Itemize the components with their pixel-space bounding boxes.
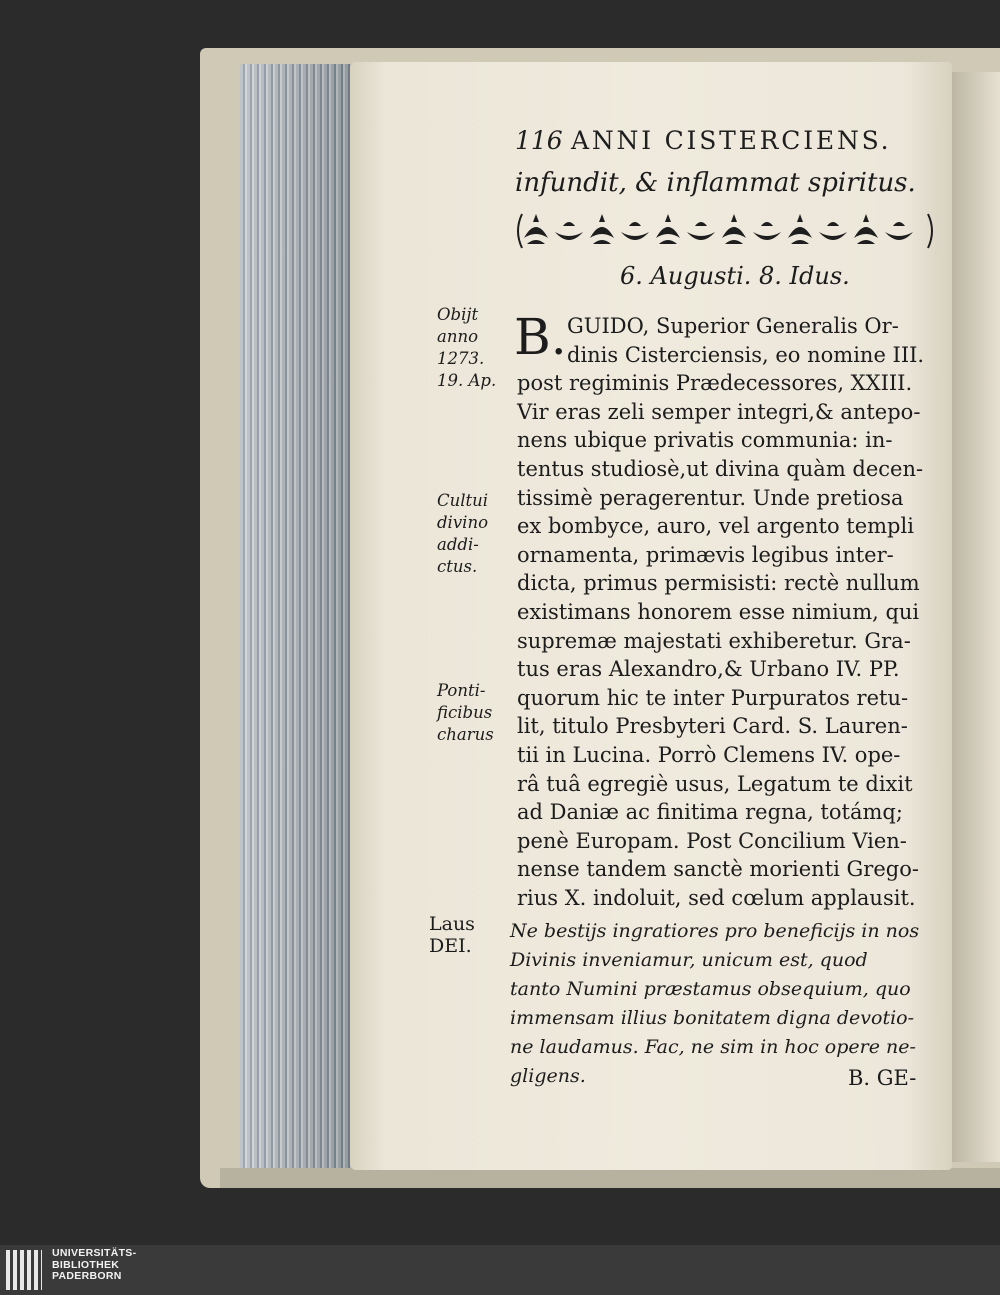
prayer-line: gligens.	[510, 1065, 586, 1087]
library-logo-text	[52, 1248, 136, 1283]
margin-note-line: divino	[437, 513, 488, 532]
margin-note-obiit	[437, 304, 496, 392]
body-line: tii in Lucina. Porrò Clemens IV. ope-	[517, 743, 901, 767]
ornament-unit	[788, 214, 812, 244]
ornament-unit	[621, 222, 649, 240]
body-line: ornamenta, primævis legibus inter-	[517, 542, 894, 567]
margin-note-cultui	[437, 490, 488, 578]
body-line: Vir eras zeli semper integri,& antepo-	[517, 399, 921, 424]
margin-note-line: 19. Ap.	[437, 371, 497, 390]
logo-line: BIBLIOTHEK	[52, 1258, 120, 1271]
margin-note-pontificibus	[437, 680, 494, 746]
ornament-band	[514, 208, 936, 254]
body-line: nense tandem sanctè morienti Grego-	[517, 857, 919, 882]
prayer-line: Ne bestijs ingratiores pro beneficijs in nos	[510, 920, 920, 942]
body-line: rius X. indoluit, sed cœlum applausit.	[517, 886, 916, 910]
prayer-line: tanto Numini præstamus obsequium, quo	[510, 978, 911, 1000]
logo-line: UNIVERSITÄTS-	[52, 1247, 137, 1259]
body-line: nens ubique privatis communia: in-	[517, 428, 893, 453]
body-line: penè Europam. Post Concilium Vien-	[517, 828, 907, 853]
body-line: dicta, primus permisisti: rectè nullum	[517, 571, 920, 596]
library-logo-icon	[6, 1250, 42, 1290]
body-line: ex bombyce, auro, vel argento templi	[517, 514, 914, 539]
facing-page-edge	[952, 72, 1000, 1162]
ornament-unit	[885, 222, 913, 240]
page-header	[515, 126, 935, 166]
margin-note-line: ctus.	[437, 557, 478, 576]
margin-note-line: Obijt	[437, 305, 479, 324]
logo-line: PADERBORN	[52, 1270, 122, 1282]
ornament-unit	[819, 222, 847, 240]
running-title: ANNI CISTERCIENS.	[571, 126, 892, 155]
margin-note-line: DEI.	[429, 935, 472, 957]
margin-note-line: Cultui	[437, 491, 489, 510]
body-line: ad Daniæ ac finitima regna, totámq;	[517, 800, 903, 825]
margin-note-line: anno	[437, 327, 479, 346]
prayer-line: immensam illius bonitatem digna devotio-	[510, 1007, 915, 1029]
drop-cap: B.	[514, 308, 567, 366]
margin-note-line: ficibus	[437, 703, 493, 722]
date-heading: 6. Augusti. 8. Idus.	[620, 262, 850, 290]
ornament-unit	[753, 222, 781, 240]
body-line: GUIDO, Superior Generalis Or-	[567, 314, 899, 338]
catchword: B. GE-	[848, 1066, 917, 1090]
body-line: tentus studiosè,ut divina quàm decen-	[517, 457, 924, 481]
body-line: supremæ majestati exhiberetur. Gra-	[517, 628, 911, 653]
margin-note-line: 1273.	[437, 349, 485, 368]
margin-note-line: Ponti-	[437, 681, 486, 700]
margin-note-line: Laus	[429, 913, 475, 935]
body-line: quorum hic te inter Purpuratos retu-	[517, 685, 909, 710]
page-edges-shade	[240, 64, 360, 1169]
margin-note-laus	[429, 914, 475, 958]
ornament-unit	[722, 214, 746, 244]
ornament-unit	[656, 214, 680, 244]
ornament-unit	[590, 214, 614, 244]
ornament-unit	[555, 222, 583, 240]
prayer-line: ne laudamus. Fac, ne sim in hoc opere ne-	[510, 1036, 916, 1058]
body-line: lit, titulo Presbyteri Card. S. Lauren-	[517, 714, 908, 739]
ornament-unit	[854, 214, 878, 244]
body-line: dinis Cisterciensis, eo nomine III.	[567, 342, 925, 367]
body-line: râ tuâ egregiè usus, Legatum te dixit	[517, 771, 913, 796]
page-number: 116	[515, 126, 563, 155]
text-line: infundit, & inflammat spiritus.	[515, 168, 916, 198]
margin-note-line: addi-	[437, 535, 479, 554]
body-line: existimans honorem esse nimium, qui	[517, 600, 920, 624]
cover-bottom-edge	[220, 1168, 1000, 1188]
ornament-unit	[524, 214, 548, 244]
prayer-line: Divinis inveniamur, unicum est, quod	[510, 949, 868, 971]
body-line: tus eras Alexandro,& Urbano IV. PP.	[517, 657, 900, 682]
body-line: tissimè peragerentur. Unde pretiosa	[517, 485, 904, 510]
ornament-unit	[687, 222, 715, 240]
library-footer	[0, 1245, 1000, 1295]
body-line: post regiminis Prædecessores, XXIII.	[517, 371, 913, 396]
margin-note-line: charus	[437, 725, 494, 744]
